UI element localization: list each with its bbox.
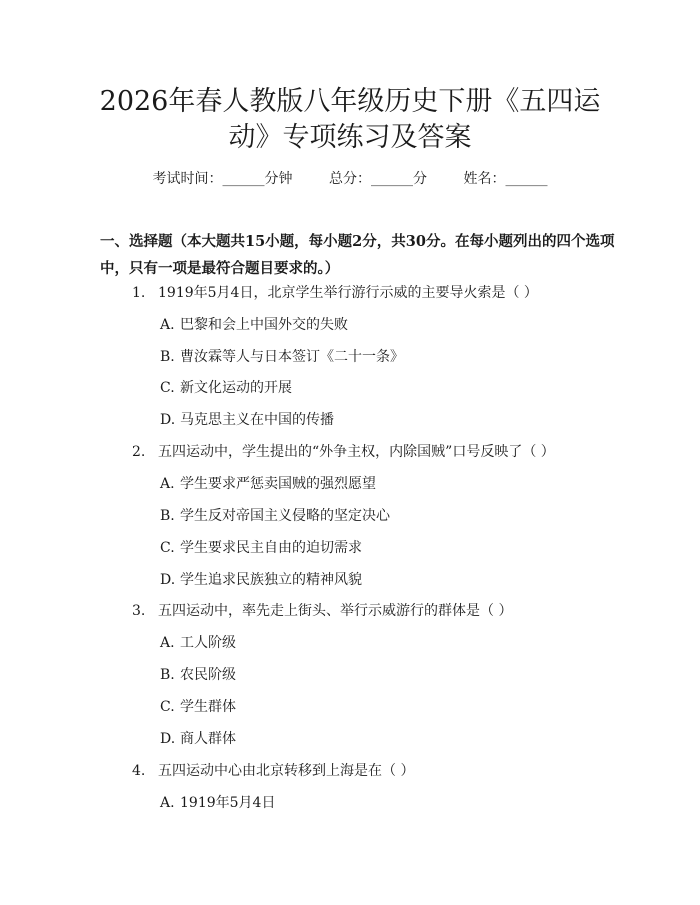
option-letter: C. — [160, 380, 175, 396]
question-number: 3. — [132, 603, 146, 619]
option-text: 学生要求严惩卖国贼的强烈愿望 — [180, 476, 376, 492]
option-text: 巴黎和会上中国外交的失败 — [180, 317, 348, 333]
option-text: 商人群体 — [180, 731, 236, 747]
question-text: 五四运动中，学生提出的“外争主权，内除国贼”口号反映了（ ） — [158, 444, 555, 460]
question-2-option-b — [160, 505, 390, 525]
option-text: 学生群体 — [180, 699, 236, 715]
question-1 — [132, 282, 538, 302]
document-title-line-2: 动》专项练习及答案 — [228, 122, 472, 153]
exam-info-row — [0, 168, 700, 188]
question-1-option-c — [160, 377, 292, 397]
option-text: 学生反对帝国主义侵略的坚定决心 — [180, 508, 390, 524]
option-text: 学生要求民主自由的迫切需求 — [180, 540, 362, 556]
option-letter: A. — [160, 476, 175, 492]
option-text: 农民阶级 — [180, 667, 236, 683]
option-letter: A. — [160, 635, 175, 651]
option-letter: D. — [160, 731, 176, 747]
question-1-option-d — [160, 409, 334, 429]
question-number: 4. — [132, 763, 146, 779]
question-1-option-a — [160, 314, 348, 334]
question-number: 1. — [132, 285, 146, 301]
option-letter: B. — [160, 349, 175, 365]
question-text: 五四运动中，率先走上街头、举行示威游行的群体是（ ） — [158, 603, 513, 619]
option-letter: D. — [160, 572, 176, 588]
option-letter: B. — [160, 508, 175, 524]
question-2-option-d — [160, 569, 362, 589]
question-4-option-a — [160, 792, 275, 812]
exam-time-field: 考试时间：______分钟 — [152, 171, 293, 187]
question-2 — [132, 441, 555, 461]
option-letter: A. — [160, 317, 175, 333]
question-text: 五四运动中心由北京转移到上海是在（ ） — [158, 763, 415, 779]
question-3 — [132, 600, 512, 620]
question-text: 1919年5月4日，北京学生举行游行示威的主要导火索是（ ） — [158, 285, 538, 301]
total-score-field: 总分：______分 — [329, 171, 427, 187]
document-title-line-1: 2026年春人教版八年级历史下册《五四运 — [99, 86, 601, 117]
question-3-option-a — [160, 632, 236, 652]
question-4 — [132, 760, 414, 780]
student-name-field: 姓名：______ — [463, 171, 548, 187]
question-2-option-c — [160, 537, 362, 557]
option-text: 学生追求民族独立的精神风貌 — [180, 572, 362, 588]
option-text: 曹汝霖等人与日本签订《二十一条》 — [180, 349, 404, 365]
option-text: 工人阶级 — [180, 635, 236, 651]
option-letter: B. — [160, 667, 175, 683]
question-3-option-d — [160, 728, 236, 748]
question-3-option-b — [160, 664, 236, 684]
option-text: 马克思主义在中国的传播 — [180, 412, 334, 428]
question-1-option-b — [160, 346, 404, 366]
option-letter: A. — [160, 795, 175, 811]
option-letter: D. — [160, 412, 176, 428]
question-3-option-c — [160, 696, 236, 716]
option-letter: C. — [160, 540, 175, 556]
section-heading: 一、选择题（本大题共15小题，每小题2分，共30分。在每小题列出的四个选项中，只有一项是最符合题目要求的。） — [100, 233, 615, 277]
option-text: 新文化运动的开展 — [180, 380, 292, 396]
option-letter: C. — [160, 699, 175, 715]
option-text: 1919年5月4日 — [180, 795, 276, 811]
question-number: 2. — [132, 444, 146, 460]
question-2-option-a — [160, 473, 376, 493]
